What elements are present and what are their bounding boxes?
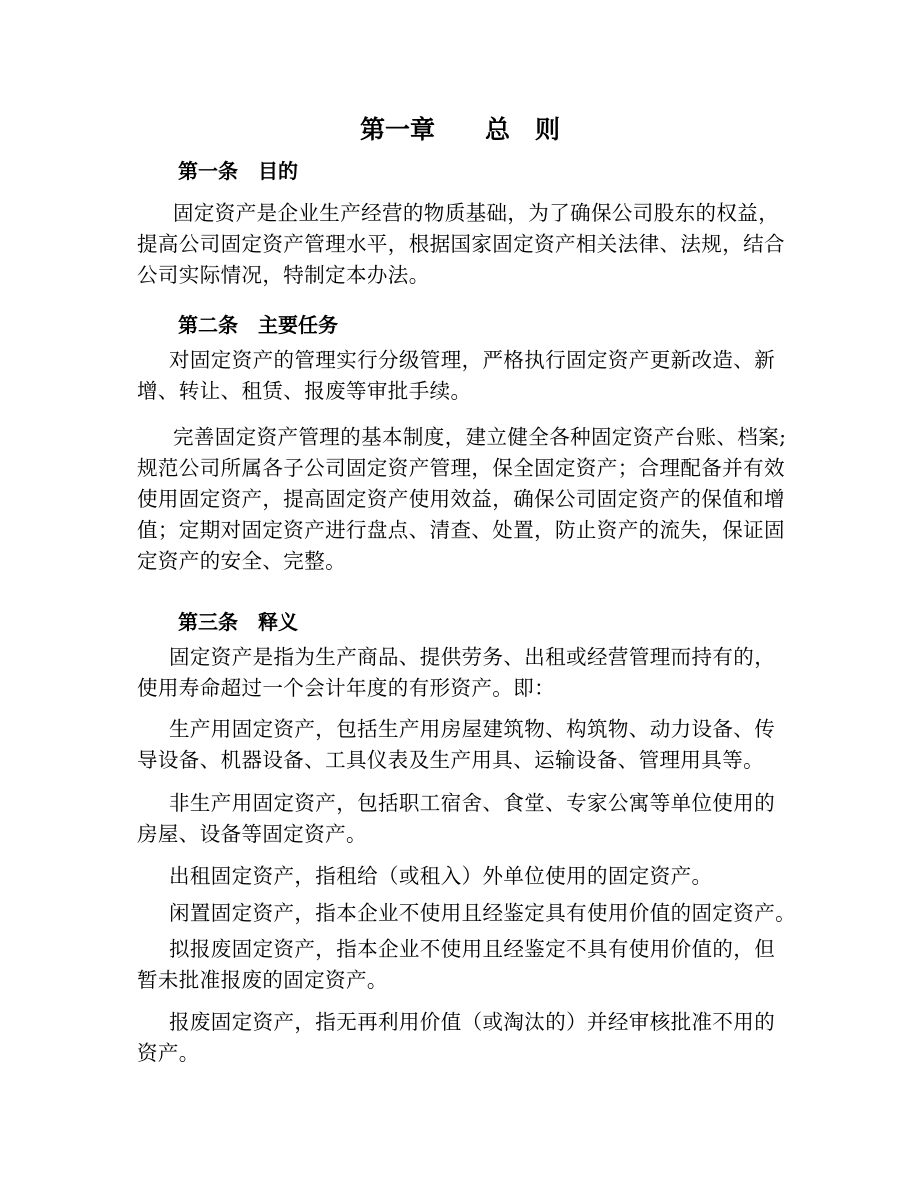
paragraph-line: 生产用固定资产，包括生产用房屋建筑物、构筑物、动力设备、传: [169, 717, 776, 741]
chapter-title: 第一章 总 则: [359, 115, 560, 144]
article-1-heading: 第一条 目的: [178, 159, 298, 183]
paragraph-line: 增、转让、租赁、报废等审批手续。: [137, 379, 472, 403]
paragraph-line: 对固定资产的管理实行分级管理，严格执行固定资产更新改造、新: [169, 348, 776, 372]
paragraph-line: 公司实际情况，特制定本办法。: [137, 263, 430, 287]
paragraph-line: 暂未批准报废的固定资产。: [137, 968, 388, 992]
paragraph-line: 拟报废固定资产，指本企业不使用且经鉴定不具有使用价值的，但: [169, 937, 776, 961]
paragraph-line: 规范公司所属各子公司固定资产管理，保全固定资产；合理配备并有效: [137, 456, 785, 480]
paragraph-line: 使用寿命超过一个会计年度的有形资产。即：: [137, 676, 555, 700]
paragraph-line: 非生产用固定资产，包括职工宿舍、食堂、专家公寓等单位使用的: [169, 791, 776, 815]
paragraph-line: 值；定期对固定资产进行盘点、清查、处置，防止资产的流失，保证固: [137, 518, 785, 542]
article-3-paragraph-3: [137, 788, 789, 850]
paragraph-line: 使用固定资产，提高固定资产使用效益，确保公司固定资产的保值和增: [137, 487, 785, 511]
paragraph-line: 报废固定资产，指无再利用价值（或淘汰的）并经审核批准不用的: [169, 1010, 776, 1034]
article-3-paragraph-4: [137, 861, 789, 892]
paragraph-line: 定资产的安全、完整。: [137, 549, 346, 573]
article-2-heading: 第二条 主要任务: [178, 313, 338, 337]
article-3-paragraph-1: [137, 642, 789, 704]
paragraph-line: 房屋、设备等固定资产。: [137, 822, 367, 846]
paragraph-line: 出租固定资产，指租给（或租入）外单位使用的固定资产。: [169, 864, 713, 888]
paragraph-line: 导设备、机器设备、工具仪表及生产用具、运输设备、管理用具等。: [137, 748, 764, 772]
article-2-paragraph-2: [137, 422, 789, 577]
article-3-paragraph-2: [137, 714, 789, 776]
paragraph-line: 完善固定资产管理的基本制度，建立健全各种固定资产台账、档案;: [173, 425, 787, 449]
article-3-paragraph-5: [137, 898, 796, 929]
paragraph-line: 资产。: [137, 1041, 200, 1065]
paragraph-line: 固定资产是企业生产经营的物质基础，为了确保公司股东的权益，: [173, 201, 780, 225]
paragraph-line: 固定资产是指为生产商品、提供劳务、出租或经营管理而持有的，: [169, 645, 776, 669]
article-2-paragraph-1: [137, 345, 789, 407]
article-1-paragraph-1: [137, 198, 789, 291]
paragraph-line: 闲置固定资产，指本企业不使用且经鉴定具有使用价值的固定资产。: [169, 901, 796, 925]
article-3-paragraph-6: [137, 934, 789, 996]
paragraph-line: 提高公司固定资产管理水平，根据国家固定资产相关法律、法规，结合: [137, 232, 785, 256]
article-3-paragraph-7: [137, 1007, 789, 1069]
article-3-heading: 第三条 释义: [178, 610, 298, 634]
